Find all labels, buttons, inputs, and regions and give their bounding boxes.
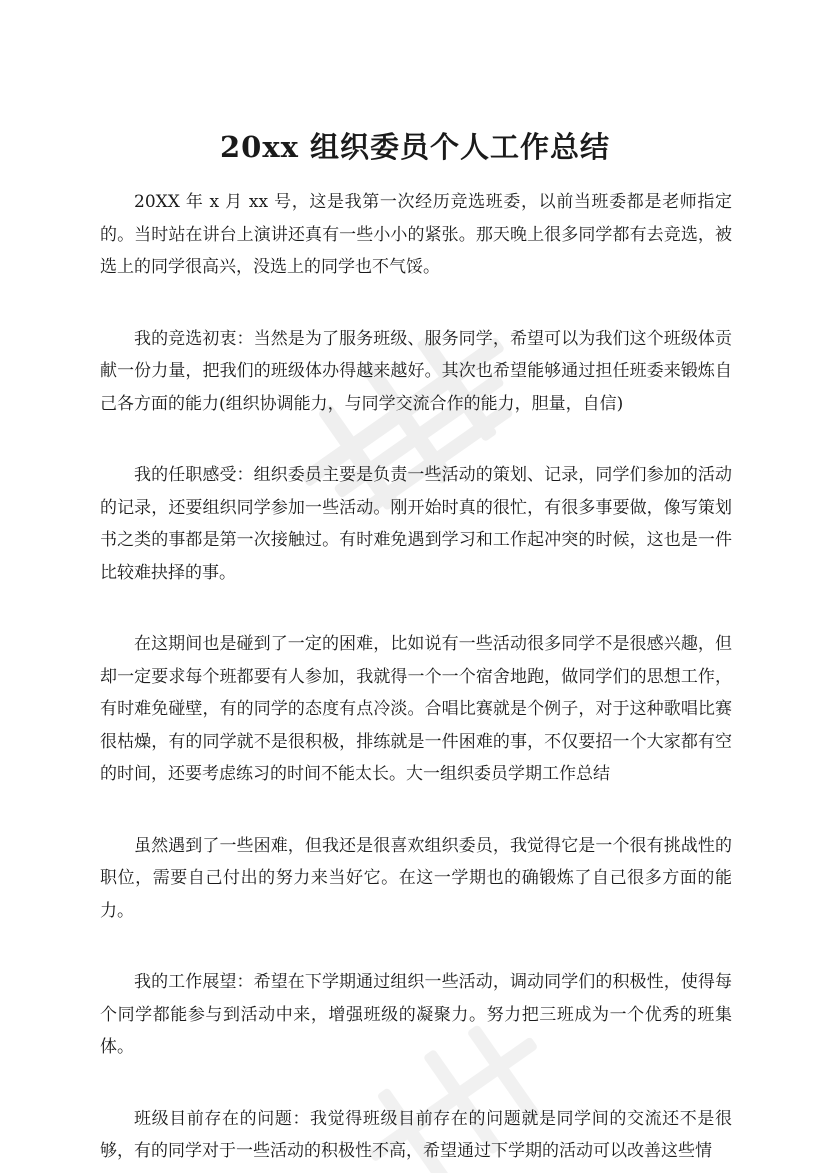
paragraph-intro: 20XX 年 x 月 xx 号，这是我第一次经历竞选班委，以前当班委都是老师指定的。当时站在讲台上演讲还真有一些小小的紧张。那天晚上很多同学都有去竞选，被选上的同学很高兴，没选上的同学也不气馁。 [100,192,732,277]
paragraph-work-outlook: 我的工作展望：希望在下学期通过组织一些活动，调动同学们的积极性，使得每个同学都能参与到活动中来，增强班级的凝聚力。努力把三班成为一个优秀的班集体。 [100,972,732,1057]
paragraph-tenure-feelings: 我的任职感受：组织委员主要是负责一些活动的策划、记录，同学们参加的活动的记录，还要组织同学参加一些活动。刚开始时真的很忙，有很多事要做，像写策划书之类的事都是第一次接触过。有时难免遇到学习和工作起冲突的时候，这也是一件比较难抉择的事。 [100,465,732,583]
document-title: 20xx 组织委员个人工作总结 [219,130,611,165]
paragraph-class-problems: 班级目前存在的问题：我觉得班级目前存在的问题就是同学间的交流还不是很够，有的同学对于一些活动的积极性不高，希望通过下学期的活动可以改善这些情 [100,1108,732,1161]
paragraph-reflection: 虽然遇到了一些困难，但我还是很喜欢组织委员，我觉得它是一个很有挑战性的职位，需要自己付出的努力来当好它。在这一学期也的确锻炼了自己很多方面的能力。 [100,835,732,921]
document-body [100,186,732,1173]
paragraph-campaign-motivation: 我的竞选初衷：当然是为了服务班级、服务同学，希望可以为我们这个班级体贡献一份力量，把我们的班级体办得越来越好。其次也希望能够通过担任班委来锻炼自己各方面的能力(组织协调能力，与同学交流合作的能力，胆量，自信) [100,328,732,414]
paragraph-difficulties: 在这期间也是碰到了一定的困难，比如说有一些活动很多同学不是很感兴趣，但却一定要求每个班都要有人参加，我就得一个一个宿舍地跑，做同学们的思想工作，有时难免碰壁，有的同学的态度有点冷淡。合唱比赛就是个例子，对于这种歌唱比赛很枯燥，有的同学就不是很积极，排练就是一件困难的事，不仅要招一个大家都有空的时间，还要考虑练习的时间不能太长。大一组织委员学期工作总结 [100,634,732,784]
